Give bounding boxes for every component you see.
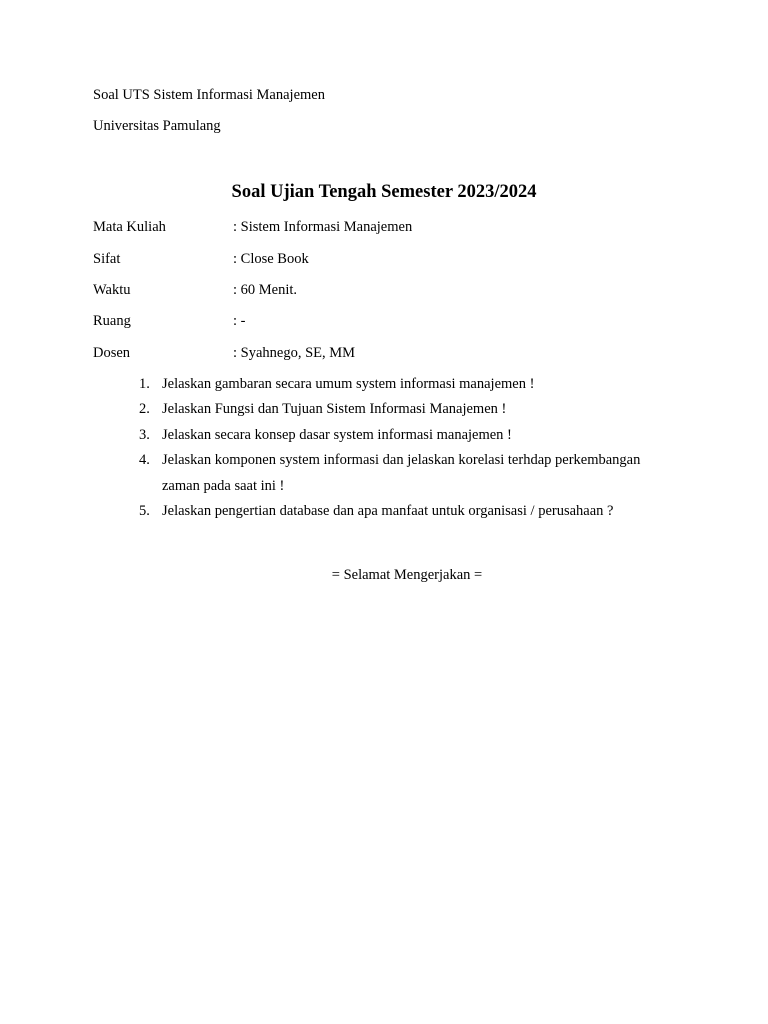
meta-value: : Sistem Informasi Manajemen	[233, 219, 413, 235]
question-text-continuation: zaman pada saat ini !	[162, 478, 285, 494]
meta-value: : -	[233, 313, 246, 329]
meta-label: Sifat	[93, 251, 121, 267]
question-text: Jelaskan gambaran secara umum system informasi manajemen !	[162, 376, 535, 392]
header-course-line: Soal UTS Sistem Informasi Manajemen	[93, 87, 325, 103]
question-number: 2.	[139, 401, 150, 417]
header-university-line: Universitas Pamulang	[93, 118, 221, 134]
meta-value: : 60 Menit.	[233, 282, 298, 298]
question-number: 4.	[139, 452, 150, 468]
meta-label: Mata Kuliah	[93, 219, 166, 235]
question-text: Jelaskan secara konsep dasar system informasi manajemen !	[162, 427, 512, 443]
meta-label: Dosen	[93, 345, 131, 361]
meta-label: Ruang	[93, 313, 131, 329]
exam-title: Soal Ujian Tengah Semester 2023/2024	[231, 182, 537, 202]
question-number: 5.	[139, 503, 150, 519]
closing-message: = Selamat Mengerjakan =	[331, 567, 483, 583]
question-number: 1.	[139, 376, 150, 392]
question-text: Jelaskan pengertian database dan apa manfaat untuk organisasi / perusahaan ?	[162, 503, 614, 519]
question-text: Jelaskan komponen system informasi dan jelaskan korelasi terhdap perkembangan	[162, 452, 641, 468]
question-number: 3.	[139, 427, 150, 443]
meta-value: : Syahnego, SE, MM	[233, 345, 356, 361]
question-text: Jelaskan Fungsi dan Tujuan Sistem Informasi Manajemen !	[162, 401, 507, 417]
meta-label: Waktu	[93, 282, 131, 298]
meta-value: : Close Book	[233, 251, 309, 267]
